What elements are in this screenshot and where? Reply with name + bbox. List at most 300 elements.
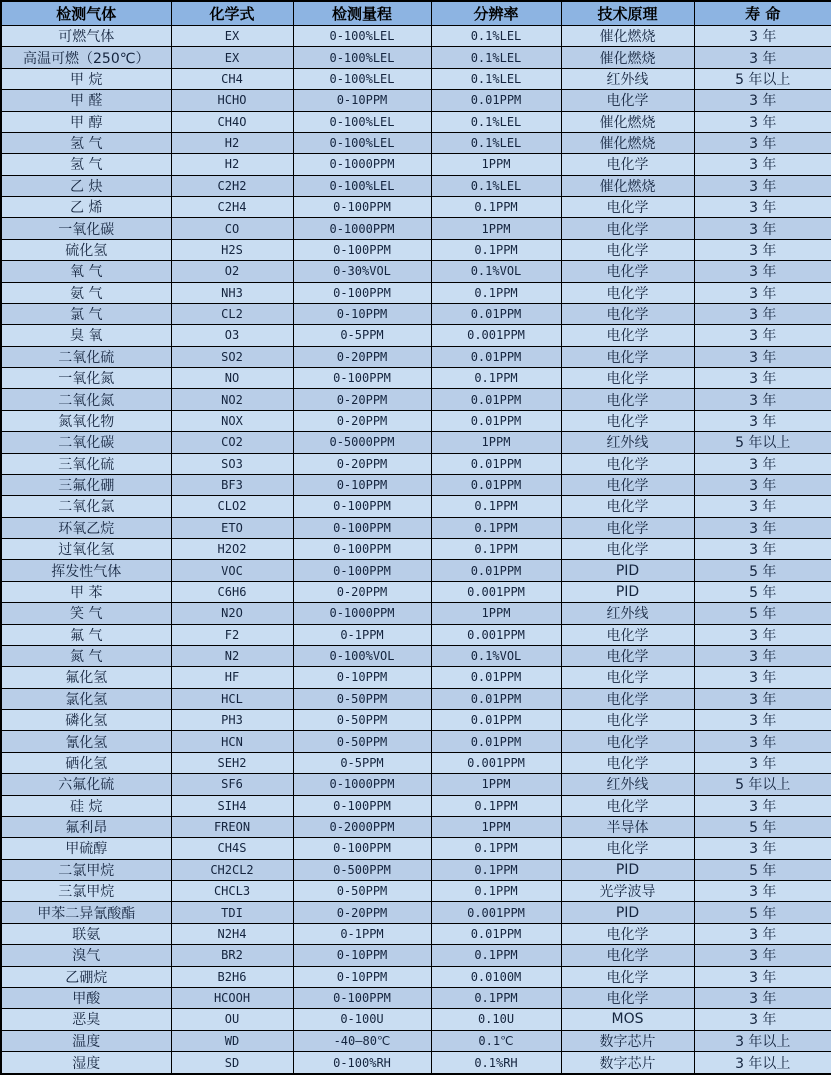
principle-cell: 电化学 <box>561 667 694 688</box>
formula-cell: F2 <box>171 624 293 645</box>
life-cell: 3 年 <box>694 261 831 282</box>
principle-cell: 电化学 <box>561 923 694 944</box>
formula-cell: C2H4 <box>171 197 293 218</box>
table-row <box>1 496 831 517</box>
life-cell: 3 年 <box>694 539 831 560</box>
resolution-cell: 0.1PPM <box>431 517 561 538</box>
principle-cell: 电化学 <box>561 239 694 260</box>
formula-cell: N2H4 <box>171 923 293 944</box>
life-cell: 3 年 <box>694 688 831 709</box>
gas-cell: 硒化氢 <box>1 752 171 773</box>
formula-cell: HCOOH <box>171 987 293 1008</box>
resolution-cell: 0.001PPM <box>431 325 561 346</box>
formula-cell: WD <box>171 1030 293 1051</box>
header-row <box>1 1 831 26</box>
table-row <box>1 667 831 688</box>
range-cell: 0-100%LEL <box>293 132 431 153</box>
principle-cell: 电化学 <box>561 688 694 709</box>
range-cell: 0-20PPM <box>293 902 431 923</box>
range-cell: 0-20PPM <box>293 581 431 602</box>
table-row <box>1 881 831 902</box>
resolution-cell: 0.01PPM <box>431 410 561 431</box>
column-header-principle: 技术原理 <box>561 1 694 26</box>
range-cell: 0-100%LEL <box>293 111 431 132</box>
formula-cell: HCN <box>171 731 293 752</box>
principle-cell: 电化学 <box>561 90 694 111</box>
life-cell: 3 年 <box>694 710 831 731</box>
principle-cell: 电化学 <box>561 325 694 346</box>
table-row <box>1 218 831 239</box>
principle-cell: 电化学 <box>561 496 694 517</box>
column-header-resolution: 分辨率 <box>431 1 561 26</box>
table-row <box>1 923 831 944</box>
table-row <box>1 945 831 966</box>
gas-cell: 氮氧化物 <box>1 410 171 431</box>
table-row <box>1 752 831 773</box>
resolution-cell: 0.01PPM <box>431 560 561 581</box>
life-cell: 5 年 <box>694 859 831 880</box>
principle-cell: 电化学 <box>561 752 694 773</box>
range-cell: 0-1PPM <box>293 923 431 944</box>
principle-cell: 电化学 <box>561 945 694 966</box>
formula-cell: C2H2 <box>171 175 293 196</box>
formula-cell: FREON <box>171 816 293 837</box>
resolution-cell: 0.1%LEL <box>431 111 561 132</box>
formula-cell: SEH2 <box>171 752 293 773</box>
gas-cell: 氯 气 <box>1 303 171 324</box>
formula-cell: CO <box>171 218 293 239</box>
range-cell: 0-50PPM <box>293 688 431 709</box>
gas-cell: 六氟化硫 <box>1 774 171 795</box>
table-row <box>1 774 831 795</box>
formula-cell: SO3 <box>171 453 293 474</box>
life-cell: 3 年 <box>694 132 831 153</box>
range-cell: 0-20PPM <box>293 453 431 474</box>
life-cell: 3 年 <box>694 667 831 688</box>
principle-cell: 电化学 <box>561 539 694 560</box>
gas-cell: 二氧化氯 <box>1 496 171 517</box>
principle-cell: 电化学 <box>561 410 694 431</box>
formula-cell: BF3 <box>171 474 293 495</box>
table-row <box>1 111 831 132</box>
range-cell: 0-100PPM <box>293 239 431 260</box>
resolution-cell: 1PPM <box>431 603 561 624</box>
table-row <box>1 175 831 196</box>
resolution-cell: 0.01PPM <box>431 303 561 324</box>
resolution-cell: 0.1℃ <box>431 1030 561 1051</box>
formula-cell: TDI <box>171 902 293 923</box>
formula-cell: NOX <box>171 410 293 431</box>
principle-cell: MOS <box>561 1009 694 1030</box>
resolution-cell: 0.0100M <box>431 966 561 987</box>
formula-cell: O3 <box>171 325 293 346</box>
life-cell: 3 年 <box>694 923 831 944</box>
gas-cell: 三氯甲烷 <box>1 881 171 902</box>
gas-cell: 甲 醇 <box>1 111 171 132</box>
formula-cell: SD <box>171 1052 293 1075</box>
gas-cell: 甲苯二异氰酸酯 <box>1 902 171 923</box>
resolution-cell: 1PPM <box>431 816 561 837</box>
range-cell: 0-1000PPM <box>293 218 431 239</box>
gas-cell: 挥发性气体 <box>1 560 171 581</box>
life-cell: 3 年 <box>694 752 831 773</box>
table-row <box>1 346 831 367</box>
gas-cell: 二氯甲烷 <box>1 859 171 880</box>
formula-cell: NO <box>171 368 293 389</box>
gas-cell: 可燃气体 <box>1 26 171 47</box>
formula-cell: N2 <box>171 645 293 666</box>
range-cell: 0-100PPM <box>293 795 431 816</box>
gas-cell: 臭 氧 <box>1 325 171 346</box>
table-row <box>1 239 831 260</box>
table-row <box>1 517 831 538</box>
range-cell: 0-10PPM <box>293 303 431 324</box>
resolution-cell: 0.001PPM <box>431 624 561 645</box>
resolution-cell: 0.001PPM <box>431 902 561 923</box>
principle-cell: 数字芯片 <box>561 1030 694 1051</box>
formula-cell: N2O <box>171 603 293 624</box>
table-row <box>1 966 831 987</box>
gas-cell: 甲酸 <box>1 987 171 1008</box>
gas-cell: 甲 烷 <box>1 68 171 89</box>
table-row <box>1 1009 831 1030</box>
table-row <box>1 581 831 602</box>
resolution-cell: 0.01PPM <box>431 688 561 709</box>
gas-cell: 甲硫醇 <box>1 838 171 859</box>
resolution-cell: 0.001PPM <box>431 581 561 602</box>
range-cell: 0-20PPM <box>293 389 431 410</box>
range-cell: 0-1000PPM <box>293 603 431 624</box>
principle-cell: PID <box>561 581 694 602</box>
gas-cell: 氟化氢 <box>1 667 171 688</box>
principle-cell: 电化学 <box>561 261 694 282</box>
gas-cell: 环氧乙烷 <box>1 517 171 538</box>
life-cell: 5 年 <box>694 603 831 624</box>
gas-cell: 氟利昂 <box>1 816 171 837</box>
principle-cell: 催化燃烧 <box>561 132 694 153</box>
range-cell: 0-100PPM <box>293 539 431 560</box>
life-cell: 3 年 <box>694 239 831 260</box>
gas-cell: 甲 苯 <box>1 581 171 602</box>
resolution-cell: 0.01PPM <box>431 667 561 688</box>
resolution-cell: 1PPM <box>431 218 561 239</box>
life-cell: 3 年 <box>694 1009 831 1030</box>
gas-cell: 乙 炔 <box>1 175 171 196</box>
life-cell: 3 年 <box>694 496 831 517</box>
life-cell: 3 年 <box>694 624 831 645</box>
resolution-cell: 0.1PPM <box>431 795 561 816</box>
gas-cell: 温度 <box>1 1030 171 1051</box>
principle-cell: PID <box>561 902 694 923</box>
formula-cell: CLO2 <box>171 496 293 517</box>
resolution-cell: 0.1%LEL <box>431 132 561 153</box>
life-cell: 3 年 <box>694 303 831 324</box>
principle-cell: 电化学 <box>561 838 694 859</box>
resolution-cell: 0.01PPM <box>431 90 561 111</box>
principle-cell: 电化学 <box>561 218 694 239</box>
formula-cell: OU <box>171 1009 293 1030</box>
life-cell: 3 年以上 <box>694 1030 831 1051</box>
table-row <box>1 389 831 410</box>
table-row <box>1 90 831 111</box>
resolution-cell: 0.10U <box>431 1009 561 1030</box>
principle-cell: 催化燃烧 <box>561 175 694 196</box>
resolution-cell: 0.1%VOL <box>431 261 561 282</box>
resolution-cell: 0.1%LEL <box>431 68 561 89</box>
resolution-cell: 0.1PPM <box>431 838 561 859</box>
life-cell: 3 年 <box>694 175 831 196</box>
life-cell: 5 年以上 <box>694 432 831 453</box>
table-row <box>1 645 831 666</box>
column-header-gas: 检测气体 <box>1 1 171 26</box>
table-row <box>1 816 831 837</box>
gas-cell: 氯化氢 <box>1 688 171 709</box>
life-cell: 3 年以上 <box>694 1052 831 1075</box>
principle-cell: 电化学 <box>561 282 694 303</box>
range-cell: 0-5000PPM <box>293 432 431 453</box>
life-cell: 3 年 <box>694 325 831 346</box>
table-row <box>1 624 831 645</box>
table-row <box>1 603 831 624</box>
range-cell: 0-100PPM <box>293 197 431 218</box>
resolution-cell: 0.001PPM <box>431 752 561 773</box>
range-cell: 0-1000PPM <box>293 154 431 175</box>
range-cell: 0-100PPM <box>293 560 431 581</box>
life-cell: 5 年 <box>694 902 831 923</box>
life-cell: 3 年 <box>694 795 831 816</box>
life-cell: 3 年 <box>694 90 831 111</box>
table-row <box>1 197 831 218</box>
formula-cell: SF6 <box>171 774 293 795</box>
table-row <box>1 453 831 474</box>
resolution-cell: 0.1PPM <box>431 945 561 966</box>
range-cell: 0-50PPM <box>293 881 431 902</box>
resolution-cell: 0.1%LEL <box>431 175 561 196</box>
life-cell: 3 年 <box>694 368 831 389</box>
gas-cell: 一氧化碳 <box>1 218 171 239</box>
table-row <box>1 710 831 731</box>
principle-cell: 催化燃烧 <box>561 111 694 132</box>
formula-cell: CH4 <box>171 68 293 89</box>
life-cell: 5 年 <box>694 560 831 581</box>
life-cell: 3 年 <box>694 881 831 902</box>
range-cell: 0-100%VOL <box>293 645 431 666</box>
range-cell: 0-10PPM <box>293 966 431 987</box>
formula-cell: NO2 <box>171 389 293 410</box>
gas-cell: 溴气 <box>1 945 171 966</box>
gas-cell: 二氧化氮 <box>1 389 171 410</box>
principle-cell: 红外线 <box>561 68 694 89</box>
gas-cell: 乙 烯 <box>1 197 171 218</box>
formula-cell: HF <box>171 667 293 688</box>
resolution-cell: 0.01PPM <box>431 453 561 474</box>
range-cell: 0-100U <box>293 1009 431 1030</box>
range-cell: 0-1PPM <box>293 624 431 645</box>
range-cell: 0-100%LEL <box>293 47 431 68</box>
gas-cell: 三氧化硫 <box>1 453 171 474</box>
column-header-range: 检测量程 <box>293 1 431 26</box>
formula-cell: SO2 <box>171 346 293 367</box>
life-cell: 3 年 <box>694 111 831 132</box>
life-cell: 5 年以上 <box>694 68 831 89</box>
range-cell: 0-5PPM <box>293 325 431 346</box>
table-row <box>1 432 831 453</box>
column-header-life: 寿 命 <box>694 1 831 26</box>
principle-cell: 催化燃烧 <box>561 47 694 68</box>
formula-cell: HCHO <box>171 90 293 111</box>
table-body <box>1 26 831 1075</box>
table-row <box>1 47 831 68</box>
table-row <box>1 539 831 560</box>
gas-cell: 氮 气 <box>1 645 171 666</box>
table-row <box>1 987 831 1008</box>
range-cell: 0-50PPM <box>293 710 431 731</box>
table-row <box>1 154 831 175</box>
life-cell: 3 年 <box>694 645 831 666</box>
resolution-cell: 1PPM <box>431 774 561 795</box>
life-cell: 5 年 <box>694 816 831 837</box>
life-cell: 5 年以上 <box>694 774 831 795</box>
range-cell: 0-20PPM <box>293 410 431 431</box>
life-cell: 3 年 <box>694 47 831 68</box>
table-row <box>1 474 831 495</box>
range-cell: 0-100%LEL <box>293 68 431 89</box>
life-cell: 5 年 <box>694 581 831 602</box>
resolution-cell: 0.01PPM <box>431 710 561 731</box>
table-row <box>1 261 831 282</box>
gas-cell: 氢 气 <box>1 132 171 153</box>
formula-cell: VOC <box>171 560 293 581</box>
principle-cell: 电化学 <box>561 710 694 731</box>
resolution-cell: 0.1PPM <box>431 881 561 902</box>
range-cell: 0-100%LEL <box>293 175 431 196</box>
gas-cell: 二氧化硫 <box>1 346 171 367</box>
principle-cell: 电化学 <box>561 731 694 752</box>
principle-cell: 电化学 <box>561 303 694 324</box>
formula-cell: O2 <box>171 261 293 282</box>
formula-cell: CL2 <box>171 303 293 324</box>
principle-cell: 电化学 <box>561 795 694 816</box>
formula-cell: C6H6 <box>171 581 293 602</box>
range-cell: -40—80℃ <box>293 1030 431 1051</box>
resolution-cell: 0.1PPM <box>431 859 561 880</box>
column-header-formula: 化学式 <box>171 1 293 26</box>
principle-cell: 电化学 <box>561 154 694 175</box>
table-row <box>1 282 831 303</box>
table-row <box>1 26 831 47</box>
table-row <box>1 325 831 346</box>
range-cell: 0-5PPM <box>293 752 431 773</box>
resolution-cell: 0.1PPM <box>431 368 561 389</box>
life-cell: 3 年 <box>694 517 831 538</box>
life-cell: 3 年 <box>694 26 831 47</box>
life-cell: 3 年 <box>694 453 831 474</box>
gas-cell: 联氨 <box>1 923 171 944</box>
resolution-cell: 0.1PPM <box>431 496 561 517</box>
formula-cell: ETO <box>171 517 293 538</box>
range-cell: 0-100PPM <box>293 368 431 389</box>
principle-cell: 红外线 <box>561 774 694 795</box>
range-cell: 0-50PPM <box>293 731 431 752</box>
gas-cell: 乙硼烷 <box>1 966 171 987</box>
principle-cell: 电化学 <box>561 389 694 410</box>
table-row <box>1 1030 831 1051</box>
gas-cell: 甲 醛 <box>1 90 171 111</box>
life-cell: 3 年 <box>694 154 831 175</box>
formula-cell: EX <box>171 47 293 68</box>
formula-cell: B2H6 <box>171 966 293 987</box>
gas-cell: 湿度 <box>1 1052 171 1075</box>
range-cell: 0-100PPM <box>293 496 431 517</box>
resolution-cell: 0.01PPM <box>431 474 561 495</box>
formula-cell: CH2CL2 <box>171 859 293 880</box>
table-row <box>1 795 831 816</box>
range-cell: 0-500PPM <box>293 859 431 880</box>
gas-cell: 高温可燃（250℃） <box>1 47 171 68</box>
resolution-cell: 0.01PPM <box>431 731 561 752</box>
formula-cell: HCL <box>171 688 293 709</box>
principle-cell: 电化学 <box>561 517 694 538</box>
table-row <box>1 731 831 752</box>
principle-cell: PID <box>561 859 694 880</box>
resolution-cell: 1PPM <box>431 432 561 453</box>
life-cell: 3 年 <box>694 966 831 987</box>
principle-cell: 数字芯片 <box>561 1052 694 1075</box>
table-row <box>1 303 831 324</box>
life-cell: 3 年 <box>694 197 831 218</box>
principle-cell: 红外线 <box>561 603 694 624</box>
range-cell: 0-10PPM <box>293 474 431 495</box>
range-cell: 0-100PPM <box>293 282 431 303</box>
range-cell: 0-100PPM <box>293 987 431 1008</box>
life-cell: 3 年 <box>694 731 831 752</box>
range-cell: 0-100PPM <box>293 517 431 538</box>
resolution-cell: 0.1%LEL <box>431 47 561 68</box>
table-row <box>1 368 831 389</box>
life-cell: 3 年 <box>694 410 831 431</box>
gas-cell: 氟 气 <box>1 624 171 645</box>
life-cell: 3 年 <box>694 945 831 966</box>
formula-cell: CH4S <box>171 838 293 859</box>
gas-cell: 恶臭 <box>1 1009 171 1030</box>
resolution-cell: 0.01PPM <box>431 389 561 410</box>
gas-cell: 磷化氢 <box>1 710 171 731</box>
gas-cell: 氢 气 <box>1 154 171 175</box>
life-cell: 3 年 <box>694 987 831 1008</box>
life-cell: 3 年 <box>694 282 831 303</box>
resolution-cell: 0.01PPM <box>431 923 561 944</box>
formula-cell: H2 <box>171 154 293 175</box>
gas-cell: 硅 烷 <box>1 795 171 816</box>
gas-cell: 氨 气 <box>1 282 171 303</box>
gas-cell: 三氟化硼 <box>1 474 171 495</box>
principle-cell: 电化学 <box>561 197 694 218</box>
gas-cell: 硫化氢 <box>1 239 171 260</box>
life-cell: 3 年 <box>694 389 831 410</box>
principle-cell: 电化学 <box>561 368 694 389</box>
table-row <box>1 132 831 153</box>
table-row <box>1 560 831 581</box>
gas-cell: 氰化氢 <box>1 731 171 752</box>
principle-cell: 电化学 <box>561 987 694 1008</box>
gas-cell: 笑 气 <box>1 603 171 624</box>
resolution-cell: 1PPM <box>431 154 561 175</box>
formula-cell: H2O2 <box>171 539 293 560</box>
range-cell: 0-10PPM <box>293 945 431 966</box>
formula-cell: CH4O <box>171 111 293 132</box>
formula-cell: SIH4 <box>171 795 293 816</box>
table-row <box>1 838 831 859</box>
